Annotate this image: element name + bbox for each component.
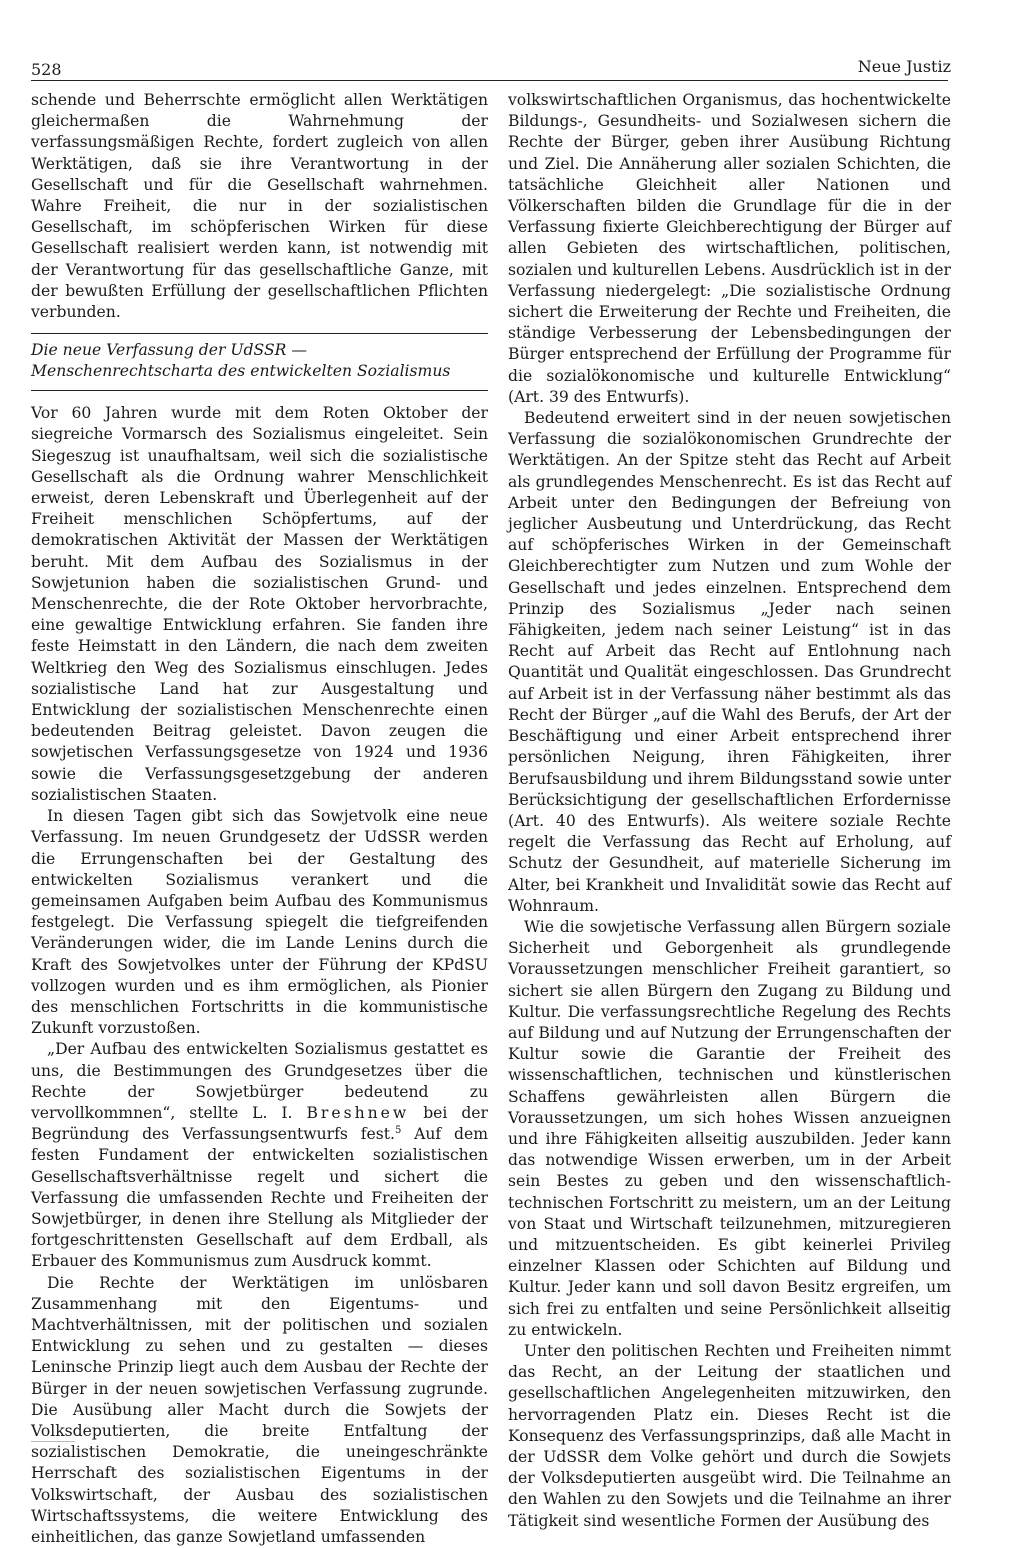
paragraph-text: Auf dem festen Fundament der entwickelten sozialistischen Gesellschaftsverhältnisse regelt und sichert die Verfassung die umfassenden Rechte und Freiheiten der Sowjetbürger, in denen ihre Stellung als Mitglieder der fortgeschrittensten Gesellschaft auf dem Erdball, als Erbauer des Kommunismus zum Ausdruck kommt. xyxy=(31,1125,488,1271)
header-rule xyxy=(31,80,948,81)
paragraph: Wie die sowjetische Verfassung allen Bürgern soziale Sicherheit und Geborgenheit als grundlegende Voraussetzungen menschlicher Freiheit garantiert, so sichert sie allen Bürgern den Zugang zu Bildung und Kultur. Die verfassungsrechtliche Regelung des Rechts auf Bildung und auf Nutzung der Errungenschaften der Kultur sowie die Garantie der Freiheit des wissenschaftlichen, technischen und künstlerischen Schaffens gewährleisten allen Bürgern die Voraussetzungen, um sich hohes Wissen anzueignen und ihre Fähigkeiten allseitig auszubilden. Jeder kann das notwendige Wissen erwerben, um in der Arbeit sein Bestes zu geben und den wissenschaftlich-technischen Fortschritt zu meistern, um an der Leitung von Staat und Wirtschaft teilzunehmen, mitzuregieren und mitzuentscheiden. Es gibt keinerlei Privileg einzelner Klassen oder Schichten auf Bildung und Kultur. Jeder kann und soll davon Besitz ergreifen, um sich frei zu entfalten und seine Persönlichkeit allseitig zu entwickeln. xyxy=(508,917,951,1339)
section-heading xyxy=(31,333,488,391)
journal-title: Neue Justiz xyxy=(857,57,951,76)
page-number: 528 xyxy=(31,60,62,79)
paragraph: Bedeutend erweitert sind in der neuen sowjetischen Verfassung die sozialökonomischen Grundrechte der Werktätigen. An der Spitze steht das Recht auf Arbeit als grundlegendes Menschenrecht. Es ist das Recht auf Arbeit unter den Bedingungen der Befreiung von jeglicher Ausbeutung und Unterdrückung, das Recht auf schöpferisches Wirken in der Gemeinschaft Gleichberechtigter zum Nutzen und zum Wohle der Gesellschaft und jedes einzelnen. Entsprechend dem Prinzip des Sozialismus „Jeder nach seinen Fähigkeiten, jedem nach seiner Leistung“ ist in das Recht auf Arbeit das Recht auf Entlohnung nach Quantität und Qualität eingeschlossen. Das Grundrecht auf Arbeit ist in der Verfassung näher bestimmt als das Recht der Bürger „auf die Wahl des Berufs, der Art der Beschäftigung und einer Arbeit entsprechend ihrer persönlichen Neigung, ihren Fähigkeiten, ihrer Berufsausbildung und ihrem Bildungsstand sowie unter Berücksichtigung der gesellschaftlichen Erfordernisse (Art. 40 des Entwurfs). Als weitere soziale Rechte regelt die Verfassung das Recht auf Erholung, auf Schutz der Gesundheit, auf materielle Sicherung im Alter, bei Krankheit und Invalidität sowie das Recht auf Wohnraum. xyxy=(508,409,951,915)
footnote-marker: 5 xyxy=(394,1124,402,1136)
author-name: Breshnew xyxy=(306,1103,410,1122)
right-column xyxy=(508,90,951,1532)
footer-rule xyxy=(31,1441,75,1442)
paragraph: Unter den politischen Rechten und Freiheiten nimmt das Recht, an der Leitung der staatlichen und gesellschaftlichen Angelegenheiten mitzuwirken, den hervorragenden Platz ein. Dieses Recht ist die Konsequenz des Verfassungsprinzips, daß alle Macht in der UdSSR dem Volke gehört und durch die Sowjets der Volksdeputierten ausgeübt wird. Die Teilnahme an den Wahlen zu den Sowjets und die Teilnahme an ihrer Tätigkeit sind wesentliche Formen der Ausübung des xyxy=(508,1341,951,1530)
paragraph-quote xyxy=(31,1039,488,1272)
left-column xyxy=(31,90,488,1548)
paragraph: schende und Beherrschte ermöglicht allen Werktätigen gleichermaßen die Wahrnehmung der verfassungsmäßigen Rechte, fordert zugleich von allen Werktätigen, daß sie ihre Verantwortung in der Gesellschaft und für die Gesellschaft wahrnehmen. Wahre Freiheit, die nur in der sozialistischen Gesellschaft, im schöpferischen Wirken für diese Gesellschaft realisiert werden kann, ist notwendig mit der Verantwortung für das gesellschaftliche Ganze, mit der bewußten Erfüllung der gesellschaftlichen Pflichten verbunden. xyxy=(31,91,488,322)
paragraph: In diesen Tagen gibt sich das Sowjetvolk eine neue Verfassung. Im neuen Grundgesetz der UdSSR werden die Errungenschaften bei der Gestaltung des entwickelten Sozialismus verankert und die gemeinsamen Aufgaben beim Aufbau des Kommunismus festgelegt. Die Verfassung spiegelt die tiefgreifenden Veränderungen wider, die im Lande Lenins durch die Kraft des Sowjetvolkes unter der Führung der KPdSU vollzogen wurden und es ihm ermöglichen, als Pionier des menschlichen Fortschritts in die kommunistische Zukunft vorzustoßen. xyxy=(31,807,488,1038)
paragraph-text: bei der Begründung des Verfassungsentwurfs fest. xyxy=(31,1103,488,1144)
paragraph: volkswirtschaftlichen Organismus, das hochentwickelte Bildungs-, Gesundheits- und Sozialwesen sichern die Rechte der Bürger, geben ihrer Ausübung Richtung und Ziel. Die Annäherung aller sozialen Schichten, die tatsächliche Gleichheit aller Nationen und Völkerschaften bilden die Grundlage für die in der Verfassung fixierte Gleichberechtigung der Bürger auf allen Gebieten des wirtschaftlichen, politischen, sozialen und kulturellen Lebens. Ausdrücklich ist in der Verfassung niedergelegt: „Die sozialistische Ordnung sichert die Erweiterung der Rechte und Freiheiten, die ständige Verbesserung der Lebensbedingungen der Bürger entsprechend der Erfüllung der Programme für die sozialökonomische und kulturelle Entwicklung“ (Art. 39 des Entwurfs). xyxy=(508,91,951,406)
paragraph-text: „Der Aufbau des entwickelten Sozialismus gestattet es uns, die Bestimmungen des Grundgesetzes über die Rechte der Sowjetbürger bedeutend zu vervollkommnen“, stellte L. I. xyxy=(31,1040,488,1122)
paragraph: Vor 60 Jahren wurde mit dem Roten Oktober der siegreiche Vormarsch des Sozialismus eingeleitet. Sein Siegeszug ist unaufhaltsam, weil sich die sozialistische Gesellschaft als die Ordnung wahrer Menschlichkeit erweist, deren Lebenskraft und Überlegenheit auf der Freiheit menschlichen Schöpfertums, auf der demokratischen Aktivität der Massen der Werktätigen beruht. Mit dem Aufbau des Sozialismus in der Sowjetunion haben die sozialistischen Grund- und Menschenrechte, die der Rote Oktober hervorbrachte, eine gewaltige Entwicklung erfahren. Sie fanden ihre feste Heimstatt in den Ländern, die nach dem zweiten Weltkrieg den Weg des Sozialismus einschlugen. Jedes sozialistische Land hat zur Ausgestaltung und Entwicklung der sozialistischen Menschenrechte einen bedeutenden Beitrag geleistet. Davon zeugen die sowjetischen Verfassungsgesetze von 1924 und 1936 sowie die Verfassungsgesetzgebung der anderen sozialistischen Staaten. xyxy=(31,404,488,804)
paragraph: Die Rechte der Werktätigen im unlösbaren Zusammenhang mit den Eigentums- und Machtverhältnissen, mit der politischen und sozialen Entwicklung zu sehen und zu gestalten — dieses Leninsche Prinzip liegt auch dem Ausbau der Rechte der Bürger in der neuen sowjetischen Verfassung zugrunde. Die Ausübung aller Macht durch die Sowjets der Volksdeputierten, die breite Entfaltung der sozialistischen Demokratie, die uneingeschränkte Herrschaft des sozialistischen Eigentums in der Volkswirtschaft, der Ausbau des sozialistischen Wirtschaftssystems, die weitere Entwicklung des einheitlichen, das ganze Sowjetland umfassenden xyxy=(31,1273,488,1546)
section-heading-line2: Menschenrechtscharta des entwickelten Sozialismus xyxy=(31,362,451,381)
section-heading-line1: Die neue Verfassung der UdSSR — xyxy=(31,341,307,360)
